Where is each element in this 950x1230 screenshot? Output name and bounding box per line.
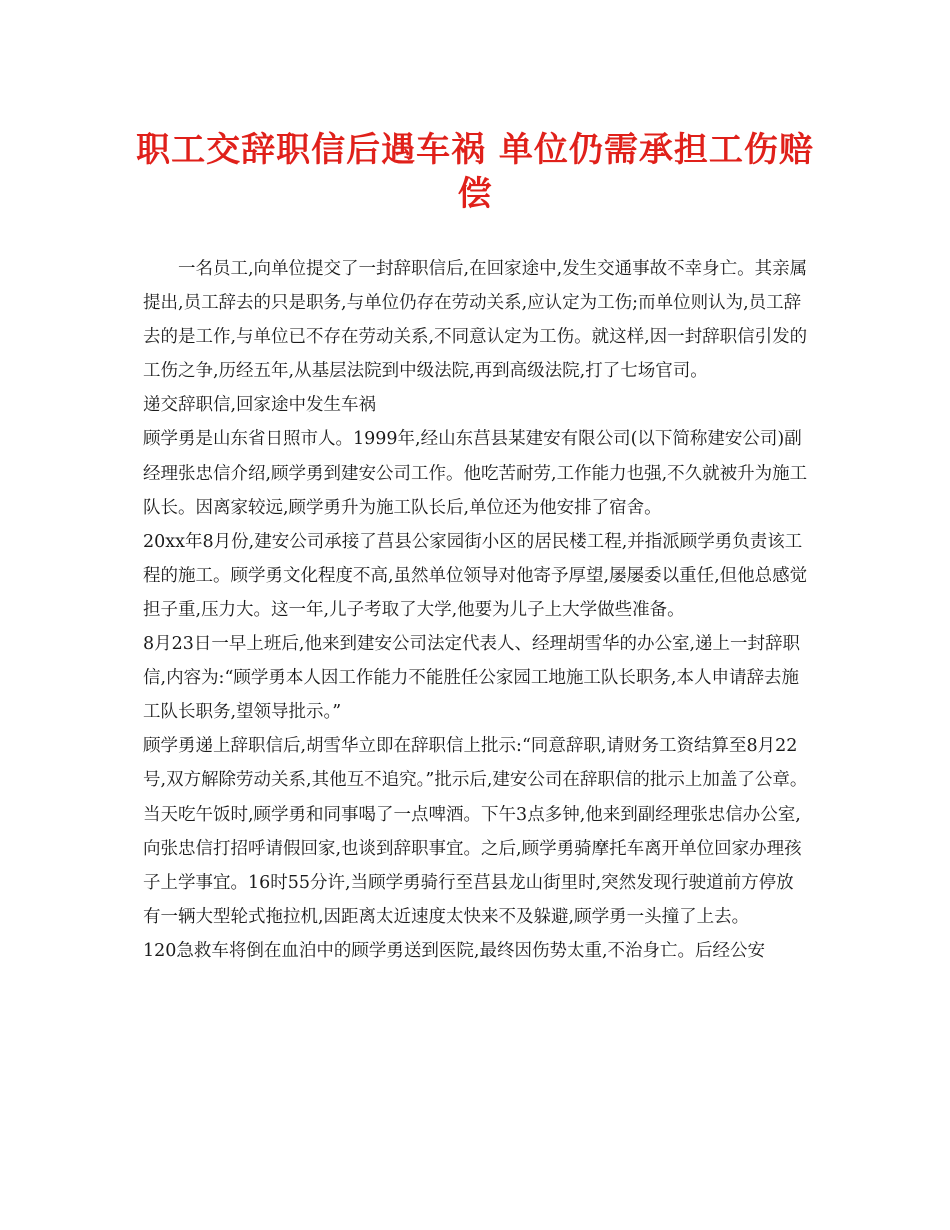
paragraph: 120急救车将倒在血泊中的顾学勇送到医院,最终因伤势太重,不治身亡。后经公安 [143, 940, 766, 961]
section-heading: 递交辞职信,回家途中发生车祸 [143, 395, 377, 416]
paragraph-intro: 一名员工,向单位提交了一封辞职信后,在回家途中,发生交通事故不幸身亡。其亲属提出,员工辞去的只是职务,与单位仍存在劳动关系,应认定为工伤;而单位则认为,员工辞去的是工作,与单位已不存在劳动关系,不同意认定为工伤。就这样,因一封辞职信引发的工伤之争,历经五年,从基层法院到中级法院,再到高级法院,打了七场官司。 [143, 259, 808, 382]
paragraph: 20xx年8月份,建安公司承接了莒县公家园街小区的居民楼工程,并指派顾学勇负责该工程的施工。顾学勇文化程度不高,虽然单位领导对他寄予厚望,屡屡委以重任,但他总感觉担子重,压力大。这一年,儿子考取了大学,他要为儿子上大学做些准备。 [143, 531, 808, 620]
document-title: 职工交辞职信后遇车祸 单位仍需承担工伤赔偿 [136, 130, 814, 214]
paragraph: 当天吃午饭时,顾学勇和同事喝了一点啤酒。下午3点多钟,他来到副经理张忠信办公室,向张忠信打招呼请假回家,也谈到辞职事宜。之后,顾学勇骑摩托车离开单位回家办理孩子上学事宜。16时55分许,当顾学勇骑行至莒县龙山街里时,突然发现行驶道前方停放有一辆大型轮式拖拉机,因距离太近速度太快来不及躲避,顾学勇一头撞了上去。 [143, 804, 802, 927]
document-body [143, 252, 808, 968]
paragraph: 顾学勇是山东省日照市人。1999年,经山东莒县某建安有限公司(以下简称建安公司)副经理张忠信介绍,顾学勇到建安公司工作。他吃苦耐劳,工作能力也强,不久就被升为施工队长。因离家较远,顾学勇升为施工队长后,单位还为他安排了宿舍。 [143, 429, 808, 518]
paragraph: 顾学勇递上辞职信后,胡雪华立即在辞职信上批示:“同意辞职,请财务工资结算至8月22号,双方解除劳动关系,其他互不追究。”批示后,建安公司在辞职信的批示上加盖了公章。 [143, 736, 808, 791]
paragraph: 8月23日一早上班后,他来到建安公司法定代表人、经理胡雪华的办公室,递上一封辞职信,内容为:“顾学勇本人因工作能力不能胜任公家园工地施工队长职务,本人申请辞去施工队长职务,望领导批示。” [143, 634, 801, 723]
